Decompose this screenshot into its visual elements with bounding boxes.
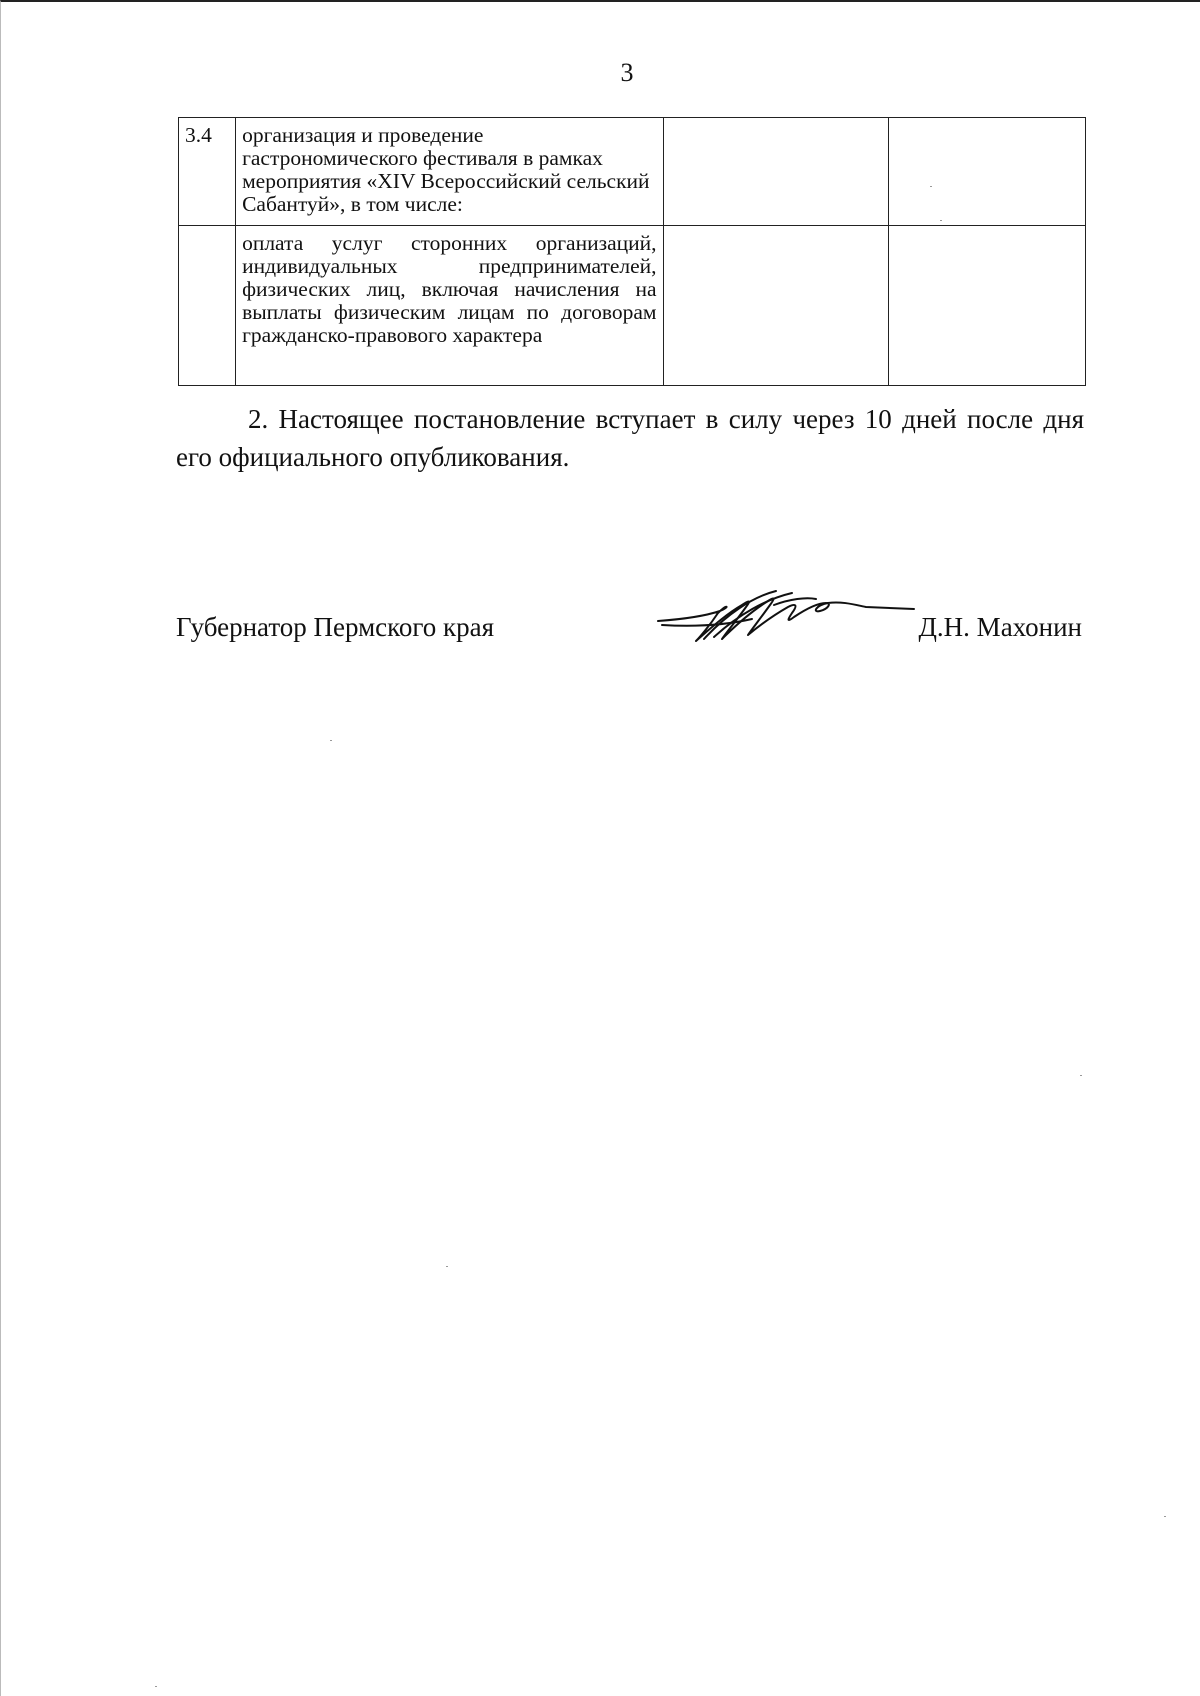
amount-cell bbox=[888, 226, 1085, 386]
page-number: 3 bbox=[620, 58, 634, 87]
scan-speck bbox=[1164, 1516, 1166, 1517]
effective-date-paragraph: 2. Настоящее постановление вступает в силу через 10 дней после дня его официального опубликования. bbox=[176, 404, 1084, 472]
signer-name: Д.Н. Махонин bbox=[918, 612, 1082, 642]
row-description-cell: оплата услуг сторонних организаций, индивидуальных предпринимателей, физических лиц, включая начисления на выплаты физическим лицам по договорам гражданско-правового характера bbox=[236, 226, 663, 386]
scan-speck bbox=[330, 740, 332, 741]
scan-speck bbox=[155, 1686, 157, 1687]
row-description-cell: организация и проведение гастрономического фестиваля в рамках мероприятия «XIV Всероссийский сельский Сабантуй», в том числе: bbox=[236, 118, 663, 226]
signature-block bbox=[176, 612, 1082, 652]
handwritten-signature bbox=[656, 585, 916, 665]
scan-speck bbox=[446, 1266, 448, 1267]
amount-cell bbox=[888, 118, 1085, 226]
scan-speck bbox=[1080, 1075, 1082, 1076]
scan-speck bbox=[930, 186, 932, 187]
amount-cell bbox=[663, 226, 888, 386]
budget-table bbox=[178, 117, 1086, 386]
scan-speck bbox=[940, 220, 942, 221]
table-row bbox=[179, 226, 1086, 386]
amount-cell bbox=[663, 118, 888, 226]
row-number-cell: 3.4 bbox=[179, 118, 236, 226]
table-row bbox=[179, 118, 1086, 226]
signer-title: Губернатор Пермского края bbox=[176, 612, 495, 642]
row-number-cell bbox=[179, 226, 236, 386]
